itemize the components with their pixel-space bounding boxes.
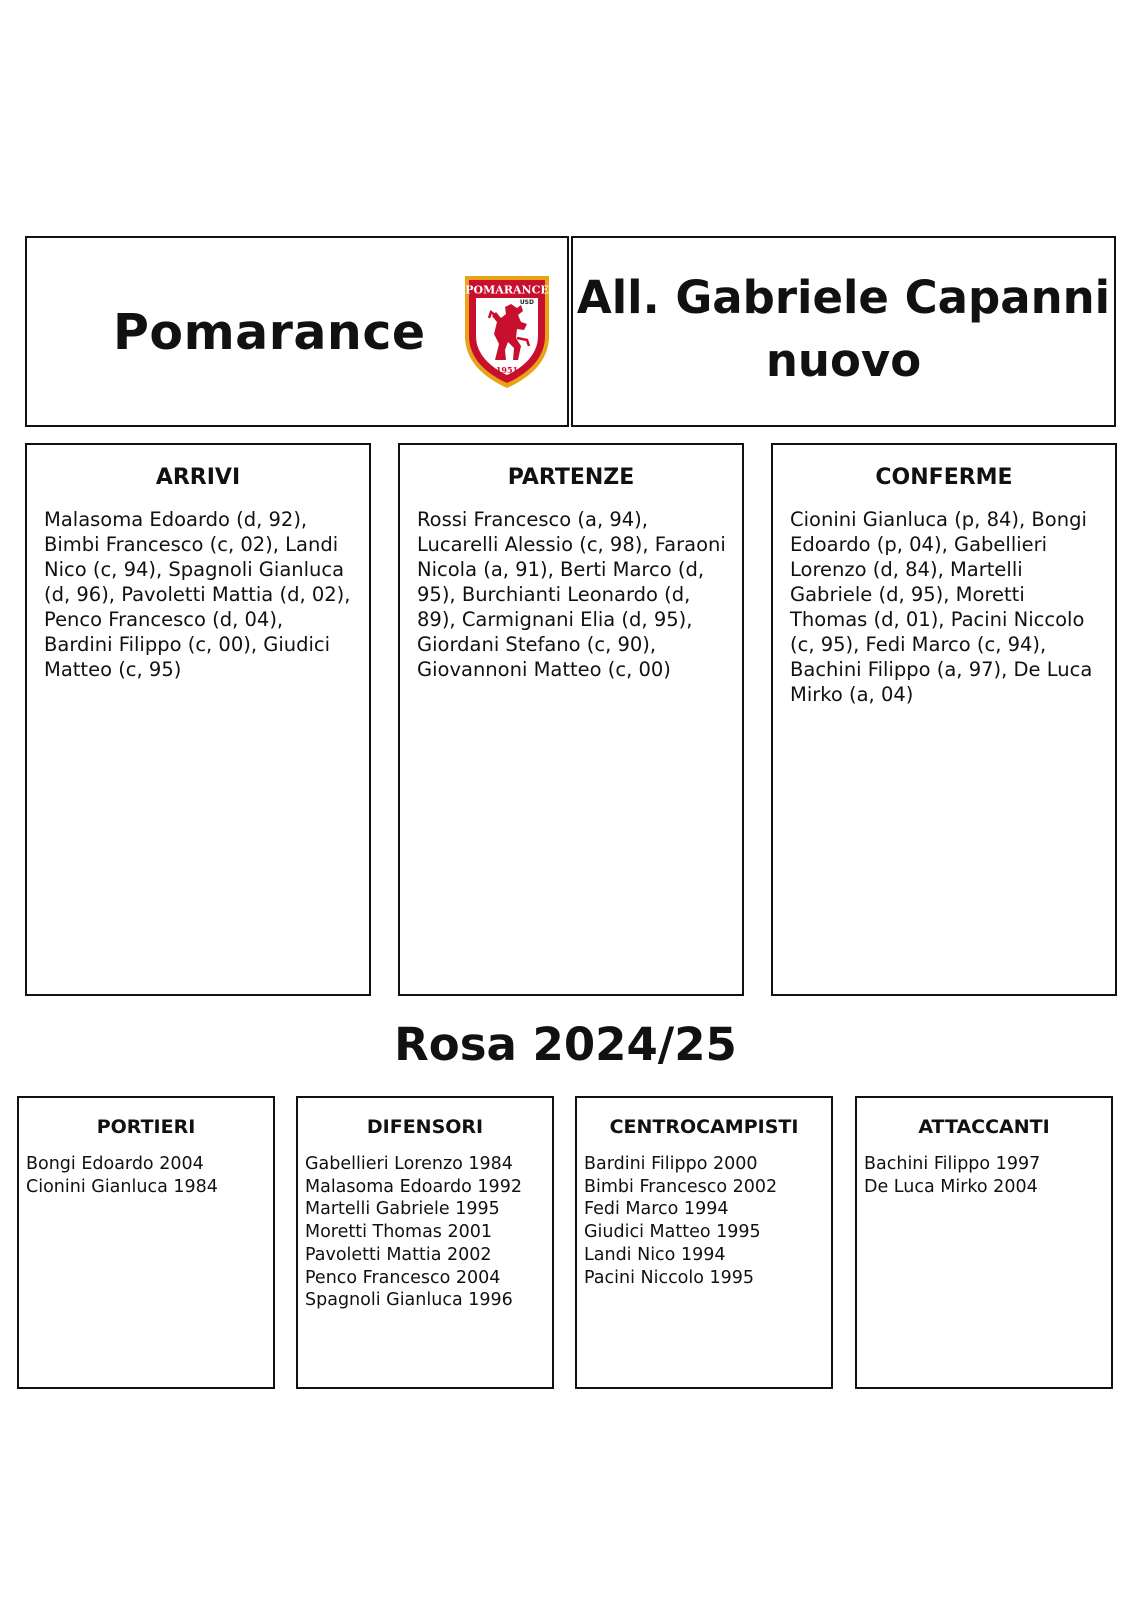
player-item: Pacini Niccolo 1995 [584,1267,755,1288]
partenze-box [398,443,744,996]
player-item: Bardini Filippo 2000 [584,1154,758,1174]
attaccanti-box [855,1096,1113,1389]
coach-status: nuovo [765,334,922,387]
attaccanti-title: ATTACCANTI [918,1116,1050,1138]
player-item: Spagnoli Gianluca 1996 [305,1290,513,1311]
conferme-list: Cionini Gianluca (p, 84), Bongi Edoardo (p, 04), Gabellieri Lorenzo (d, 84), Martelli Gabriele (d, 95), Moretti Thomas (d, 01), Pacini Niccolo (c, 95), Fedi Marco (c, 94), Bachini Filippo (a, 97), De Luca Mirko (a, 04) [790,508,1093,706]
arrivi-box [25,443,371,996]
player-item: Penco Francesco 2004 [305,1267,501,1288]
coach-info [573,266,1114,392]
player-item: Pavoletti Mattia 2002 [305,1244,492,1265]
centrocampisti-list [584,1153,827,1289]
player-item: Gabellieri Lorenzo 1984 [305,1154,513,1174]
difensori-list [305,1153,548,1312]
arrivi-title: ARRIVI [155,465,241,490]
team-header-box [25,236,569,427]
arrivi-list: Malasoma Edoardo (d, 92), Bimbi Francesco (c, 02), Landi Nico (c, 94), Spagnoli Gianluca (d, 96), Pavoletti Mattia (d, 02), Penco Francesco (d, 04), Bardini Filippo (c, 00), Giudici Matteo (c, 95) [44,508,351,681]
club-crest-logo [461,274,553,390]
player-item: Martelli Gabriele 1995 [305,1199,500,1220]
player-item: Bachini Filippo 1997 [864,1154,1041,1174]
conferme-title: CONFERME [875,465,1013,490]
partenze-list: Rossi Francesco (a, 94), Lucarelli Alessio (c, 98), Faraoni Nicola (a, 91), Berti Marco (d, 95), Burchianti Leonardo (d, 89), Carmignani Elia (d, 95), Giordani Stefano (c, 90), Giovannoni Matteo (c, 00) [417,508,726,681]
portieri-title: PORTIERI [96,1116,196,1138]
coach-header-box [571,236,1116,427]
svg-text:1951: 1951 [495,365,519,375]
player-item: Fedi Marco 1994 [584,1199,729,1220]
svg-text:USD: USD [519,299,534,306]
player-item: Moretti Thomas 2001 [305,1222,493,1243]
team-name: Pomarance [113,304,426,361]
difensori-box [296,1096,554,1389]
player-item: Bimbi Francesco 2002 [584,1176,778,1197]
partenze-title: PARTENZE [507,465,635,490]
player-item: Landi Nico 1994 [584,1244,726,1265]
portieri-list [26,1153,269,1198]
player-item: Bongi Edoardo 2004 [26,1154,204,1174]
player-item: Malasoma Edoardo 1992 [305,1176,522,1197]
difensori-title: DIFENSORI [366,1116,484,1138]
centrocampisti-title: CENTROCAMPISTI [609,1116,799,1138]
svg-text:POMARANCE: POMARANCE [465,283,549,297]
rosa-title: Rosa 2024/25 [394,1018,737,1071]
attaccanti-list [864,1153,1107,1198]
conferme-box [771,443,1117,996]
centrocampisti-box [575,1096,833,1389]
portieri-box [17,1096,275,1389]
player-item: Cionini Gianluca 1984 [26,1176,218,1197]
player-item: Giudici Matteo 1995 [584,1222,761,1243]
player-item: De Luca Mirko 2004 [864,1176,1038,1197]
coach-name: All. Gabriele Capanni [576,271,1111,324]
